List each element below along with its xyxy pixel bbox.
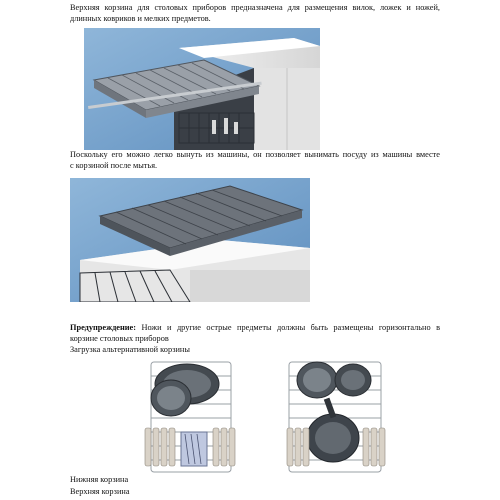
- upper-basket-loading-illustration: [283, 356, 389, 476]
- upper-basket-loading-figure: [283, 356, 389, 476]
- intro-line-2: длинных ковриков и мелких предметов.: [70, 14, 211, 23]
- removal-line-1: Поскольку его можно легко вынуть из машины, он позволяет вынимать посуду из машины вместе: [70, 150, 440, 159]
- warning-paragraph: [70, 322, 440, 344]
- cutlery-tray-extended-illustration: [84, 28, 320, 150]
- lower-basket-loading-illustration: [137, 356, 243, 476]
- warning-label: Предупреждение:: [70, 323, 136, 332]
- cutlery-tray-removed-figure: [70, 178, 310, 302]
- removal-line-2: с корзиной после мытья.: [70, 161, 158, 170]
- warning-text-line-2: корзине столовых приборов: [70, 334, 169, 343]
- cutlery-tray-extended-figure: [84, 28, 320, 150]
- intro-paragraph: [70, 2, 440, 24]
- alt-basket-heading: Загрузка альтернативной корзины: [70, 345, 190, 354]
- intro-line-1: Верхняя корзина для столовых приборов предназначена для размещения вилок, ложек и ножей,: [70, 3, 440, 12]
- cutlery-tray-removed-illustration: [70, 178, 310, 302]
- lower-basket-caption: Нижняя корзина: [70, 475, 129, 484]
- upper-basket-caption: Верхняя корзина: [70, 487, 130, 496]
- lower-basket-loading-figure: [137, 356, 243, 476]
- warning-text-line-1: Ножи и другие острые предметы должны быть размещены горизонтально в: [135, 323, 440, 332]
- removal-paragraph: [70, 149, 440, 171]
